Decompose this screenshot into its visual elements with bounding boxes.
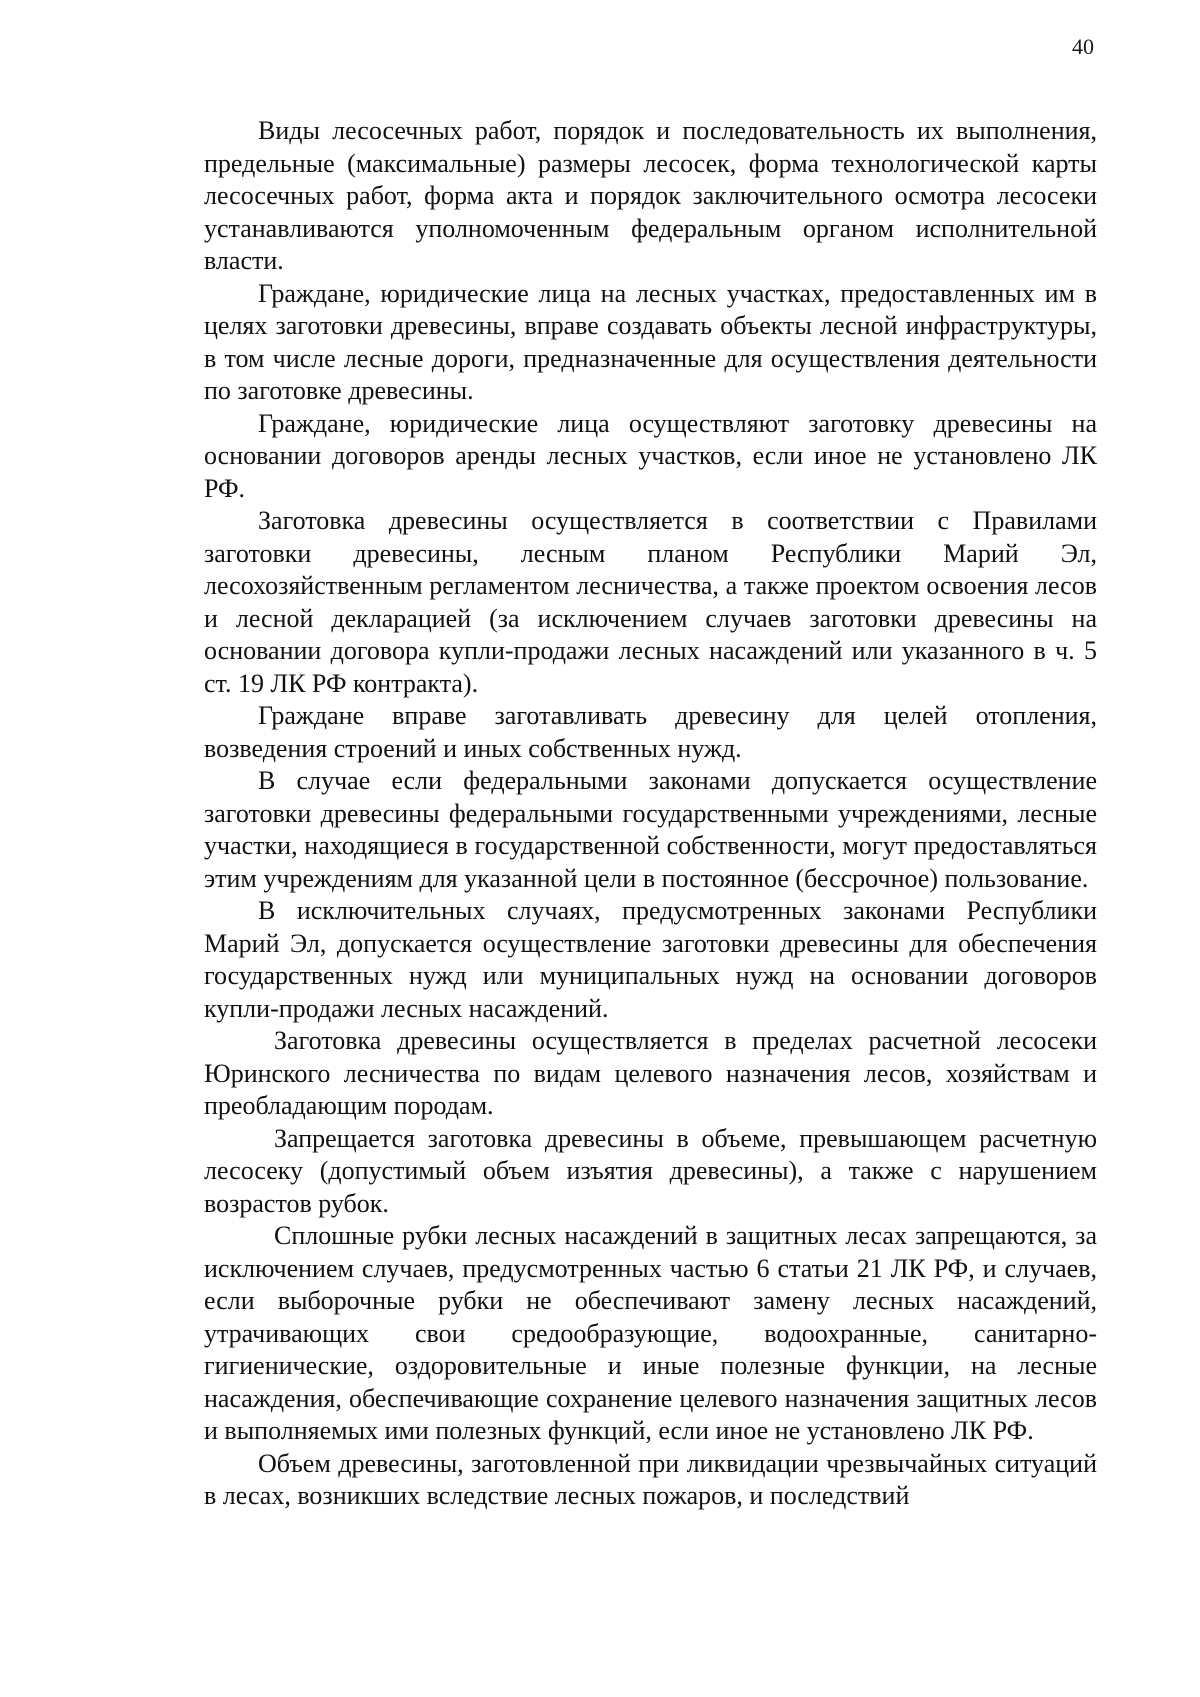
paragraph: Граждане, юридические лица осуществляют заготовку древесины на основании договоров аренды лесных участков, если иное не установлено ЛК РФ. (204, 408, 1097, 503)
paragraph: Граждане, юридические лица на лесных участках, предоставленных им в целях заготовки древесины, вправе создавать объекты лесной инфраструктуры, в том числе лесные дороги, предназначенные для осуществления деятельности по заготовке древесины. (204, 278, 1097, 405)
paragraph: Граждане вправе заготавливать древесину для целей отопления, возведения строений и иных собственных нужд. (204, 701, 1097, 763)
paragraph: Запрещается заготовка древесины в объеме, превышающем расчетную лесосеку (допустимый объем изъятия древесины), а также с нарушением возрастов рубок. (204, 1123, 1097, 1218)
paragraph: Заготовка древесины осуществляется в пределах расчетной лесосеки Юринского лесничества по видам целевого назначения лесов, хозяйствам и преобладающим породам. (204, 1026, 1097, 1120)
paragraph: Сплошные рубки лесных насаждений в защитных лесах запрещаются, за исключением случаев, предусмотренных частью 6 статьи 21 ЛК РФ, и случаев, если выборочные рубки не обеспечивают замену лесных насаждений, утрачивающих свои средообразующие, водоохранные, санитарно-гигиенические, оздоровительные и иные полезные функции, на лесные насаждения, обеспечивающие сохранение целевого назначения защитных лесов и выполняемых ими полезных функций, если иное не установлено ЛК РФ. (204, 1221, 1097, 1445)
paragraph: В случае если федеральными законами допускается осуществление заготовки древесины федеральными государственными учреждениями, лесные участки, находящиеся в государственной собственности, могут предоставляться этим учреждениям для указанной цели в постоянное (бессрочное) пользование. (204, 766, 1097, 893)
document-body (204, 115, 1097, 1513)
paragraph: Заготовка древесины осуществляется в соответствии с Правилами заготовки древесины, лесным планом Республики Марий Эл, лесохозяйственным регламентом лесничества, а также проектом освоения лесов и лесной декларацией (за исключением случаев заготовки древесины на основании договора купли-продажи лесных насаждений или указанного в ч. 5 ст. 19 ЛК РФ контракта). (204, 506, 1097, 698)
paragraph: В исключительных случаях, предусмотренных законами Республики Марий Эл, допускается осуществление заготовки древесины для обеспечения государственных нужд или муниципальных нужд на основании договоров купли-продажи лесных насаждений. (204, 896, 1097, 1023)
paragraph: Объем древесины, заготовленной при ликвидации чрезвычайных ситуаций в лесах, возникших вследствие лесных пожаров, и последствий (204, 1448, 1097, 1510)
page-number: 40 (1072, 34, 1094, 59)
paragraph: Виды лесосечных работ, порядок и последовательность их выполнения, предельные (максимальные) размеры лесосек, форма технологической карты лесосечных работ, форма акта и порядок заключительного осмотра лесосеки устанавливаются уполномоченным федеральным органом исполнительной власти. (204, 116, 1097, 275)
